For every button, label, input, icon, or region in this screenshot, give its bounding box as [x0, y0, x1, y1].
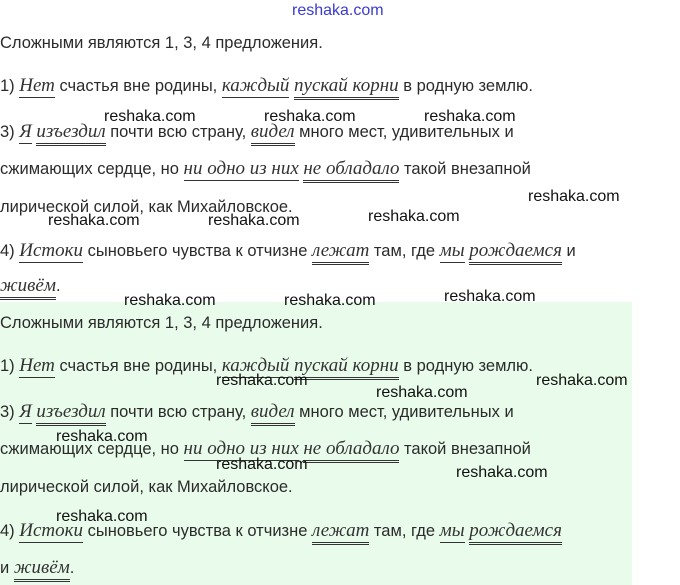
watermark: reshaka.com [216, 372, 308, 389]
subject: мы [439, 240, 465, 261]
predicate: живём [14, 557, 70, 582]
watermark: reshaka.com [528, 188, 620, 205]
sentence-3-line-2: сжимающих сердце, но ни одно из них не обладало такой внезапной [0, 158, 531, 180]
site-title[interactable]: reshaka.com [292, 2, 384, 19]
watermark: reshaka.com [424, 108, 516, 125]
watermark: reshaka.com [104, 108, 196, 125]
sentence-4-line-2: живём. [0, 275, 61, 297]
subject: Нет [19, 355, 55, 376]
answer-block-plain [0, 22, 680, 302]
sentence-3-line-1: 3) Я изъездил почти всю страну, видел много мест, удивительных и [0, 401, 514, 423]
sentence-4-line-2: и живём. [0, 557, 74, 579]
sentence-4-line-1: 4) Истоки сыновьего чувства к отчизне лежат там, где мы рождаемся и [0, 240, 576, 262]
predicate: видел [251, 121, 295, 146]
subject: каждый [221, 75, 290, 96]
watermark: reshaka.com [216, 456, 308, 473]
sentence-1: 1) Нет счастья вне родины, каждый пускай корни в родную землю. [0, 75, 533, 97]
subject: ни одно из них [183, 158, 299, 179]
predicate: не обладало [303, 158, 399, 183]
watermark: reshaka.com [536, 372, 628, 389]
summary-line: Сложными являются 1, 3, 4 предложения. [0, 314, 323, 332]
subject: каждый [221, 355, 290, 376]
subject: Нет [19, 75, 55, 96]
watermark: reshaka.com [444, 288, 536, 305]
watermark: reshaka.com [48, 212, 140, 229]
watermark: reshaka.com [124, 292, 216, 309]
predicate: изъездил [36, 121, 105, 146]
predicate: не обладало [303, 438, 399, 463]
predicate: лежат [312, 520, 369, 545]
subject: Я [19, 401, 32, 422]
predicate: пускай корни [294, 355, 399, 380]
watermark: reshaka.com [456, 464, 548, 481]
watermark: reshaka.com [376, 384, 468, 401]
predicate: пускай корни [294, 75, 399, 100]
predicate: изъездил [36, 401, 105, 426]
predicate: рождаемся [469, 520, 562, 545]
subject: мы [439, 520, 465, 541]
watermark: reshaka.com [264, 108, 356, 125]
watermark: reshaka.com [208, 212, 300, 229]
subject: Истоки [19, 520, 84, 541]
sentence-3-line-2: сжимающих сердце, но ни одно из них не обладало такой внезапной [0, 438, 531, 460]
sentence-4-line-1: 4) Истоки сыновьего чувства к отчизне лежат там, где мы рождаемся [0, 520, 562, 542]
watermark: reshaka.com [368, 208, 460, 225]
watermark: reshaka.com [56, 428, 148, 445]
watermark: reshaka.com [56, 508, 148, 525]
sentence-3-line-3: лирической силой, как Михайловское. [0, 478, 293, 496]
watermark: reshaka.com [284, 292, 376, 309]
subject: Истоки [19, 240, 84, 261]
subject: Я [19, 121, 32, 142]
predicate: видел [251, 401, 295, 426]
sentence-3-line-3: лирической силой, как Михайловское. [0, 198, 293, 216]
sentence-1: 1) Нет счастья вне родины, каждый пускай корни в родную землю. [0, 355, 533, 377]
subject: ни одно из них [183, 438, 299, 459]
sentence-3-line-1: 3) Я изъездил почти всю страну, видел много мест, удивительных и [0, 121, 514, 143]
predicate: живём [0, 275, 56, 300]
summary-line: Сложными являются 1, 3, 4 предложения. [0, 34, 323, 52]
predicate: лежат [312, 240, 369, 265]
predicate: рождаемся [469, 240, 562, 265]
